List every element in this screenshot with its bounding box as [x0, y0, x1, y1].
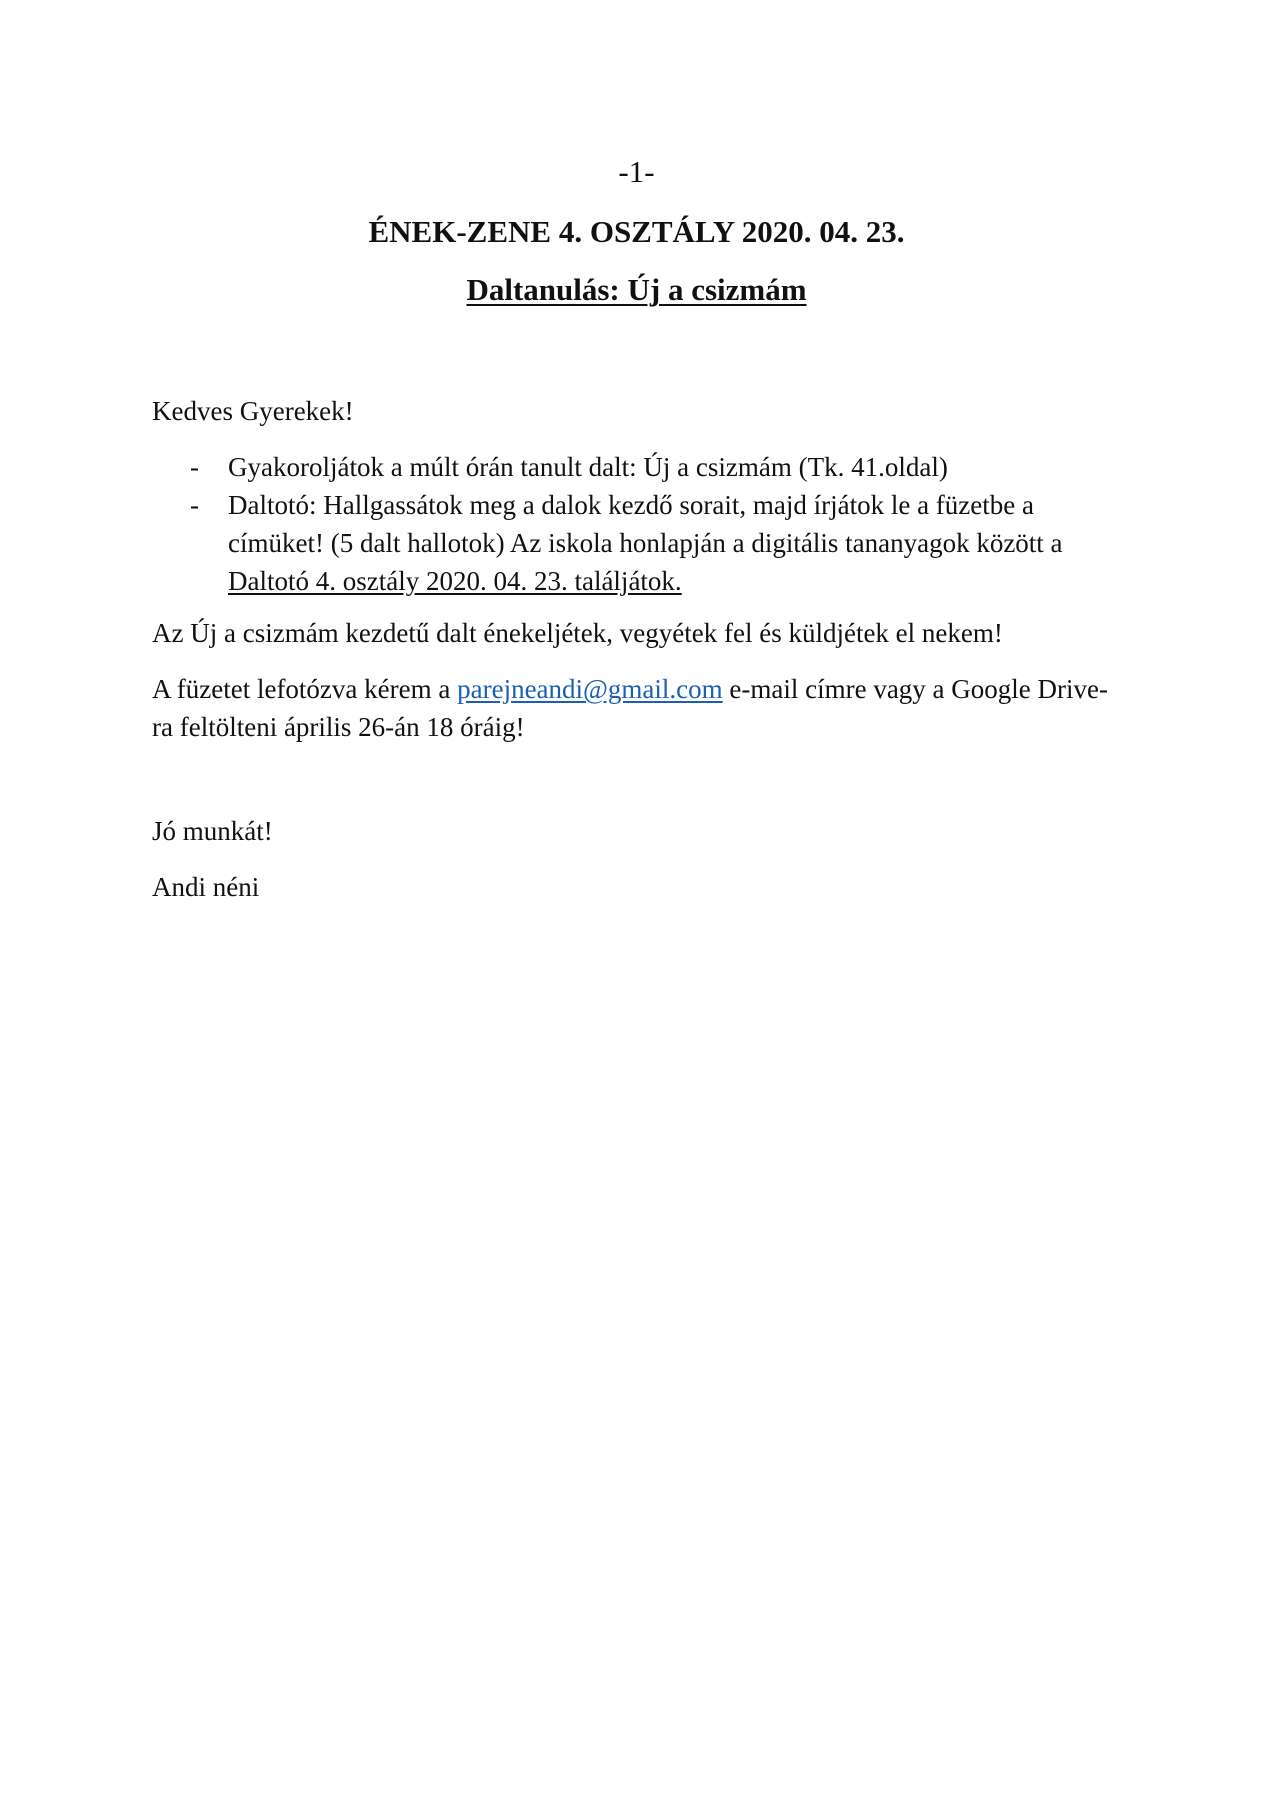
- greeting: Kedves Gyerekek!: [152, 396, 354, 426]
- closing-line: Jó munkát!: [152, 816, 273, 846]
- signature: Andi néni: [152, 872, 260, 902]
- document-subtitle: [0, 270, 1273, 310]
- submission-text-before: A füzetet lefotózva kérem a: [152, 674, 458, 704]
- instruction-paragraph: Az Új a csizmám kezdetű dalt énekeljétek, vegyétek fel és küldjétek el nekem!: [152, 618, 1003, 648]
- email-link[interactable]: parejneandi@gmail.com: [457, 674, 723, 704]
- list-marker: -: [190, 452, 199, 482]
- submission-paragraph: [152, 670, 1112, 746]
- submission-text-after: e-mail címre vagy a Google Drive-ra feltölteni április 26-án 18 óráig!: [152, 674, 1108, 742]
- list-item-text: Gyakoroljátok a múlt órán tanult dalt: Új a csizmám (Tk. 41.oldal): [228, 452, 948, 482]
- list-marker: -: [190, 490, 199, 520]
- list-item: [152, 448, 1112, 486]
- subtitle-text: Daltanulás: Új a csizmám: [466, 272, 807, 307]
- daltoto-reference: Daltotó 4. osztály 2020. 04. 23. találjátok.: [228, 566, 682, 596]
- task-list: [152, 448, 1112, 600]
- list-item: [152, 486, 1112, 600]
- document-title: ÉNEK-ZENE 4. OSZTÁLY 2020. 04. 23.: [368, 214, 905, 249]
- page-number: -1-: [618, 154, 655, 189]
- list-item-text: Daltotó: Hallgassátok meg a dalok kezdő sorait, majd írjátok le a füzetbe a címüket! (5 dalt hallotok) Az iskola honlapján a digitális tananyagok között a: [228, 490, 1063, 558]
